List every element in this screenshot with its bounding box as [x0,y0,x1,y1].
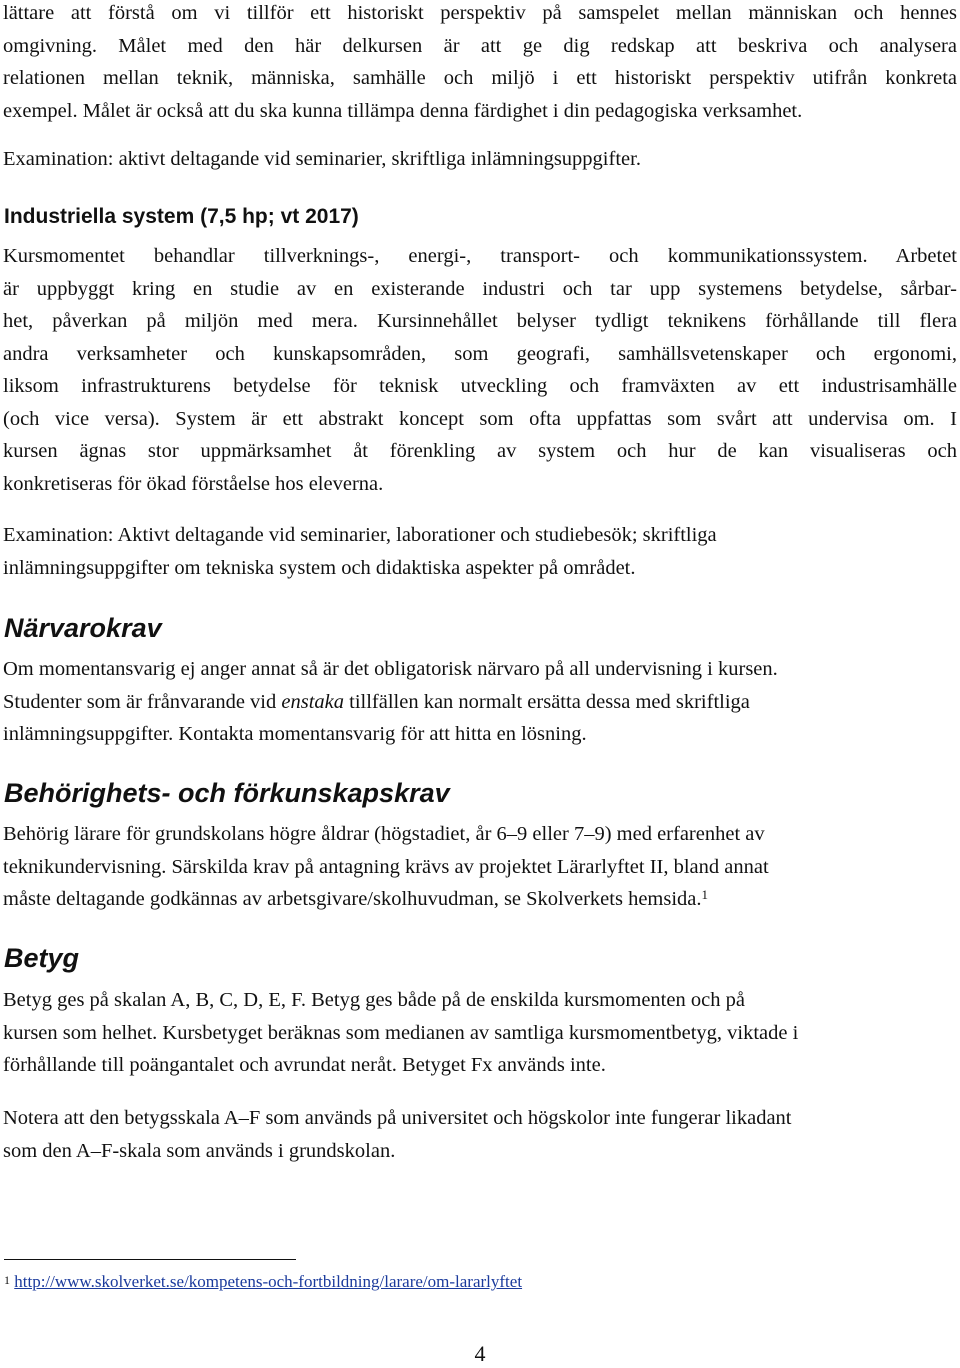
narvaro-line-2-end: tillfällen kan normalt ersätta dessa med skriftliga [344,690,750,713]
industri-line-7: kursen ägnas stor uppmärksamhet åt förenkling av system och hur de kan visualiseras och [3,440,957,462]
narvaro-line-1: Om momentansvarig ej anger annat så är det obligatorisk närvaro på all undervisning i kursen. [3,658,778,680]
footnote-link[interactable]: http://www.skolverket.se/kompetens-och-fortbildning/larare/om-lararlyftet [14,1272,523,1291]
narvaro-line-3: inlämningsuppgifter. Kontakta momentansvarig för att hitta en lösning. [3,723,587,745]
intro-line-2: omgivning. Målet med den här delkursen är att ge dig redskap att beskriva och analysera [3,34,957,57]
exam2-line-1: Examination: Aktivt deltagande vid seminarier, laborationer och studiebesök; skriftliga [3,524,717,546]
betyg-note-line-2: som den A–F-skala som används i grundskolan. [3,1139,396,1162]
footnote [4,1270,522,1294]
betyg-line-1: Betyg ges på skalan A, B, C, D, E, F. Betyg ges både på de enskilda kursmomenten och på [3,989,745,1011]
intro-paragraph [3,0,957,127]
section-heading-betyg: Betyg [4,943,80,973]
footnote-mark: 1 [4,1273,10,1287]
industri-line-2: är uppbyggt kring en studie av en existerande industri och tar upp systemens betydelse, sårbar- [3,277,957,300]
betyg-paragraph [3,984,957,1082]
betyg-line-2: kursen som helhet. Kursbetyget beräknas som medianen av samtliga kursmomentbetyg, viktade i [3,1021,799,1044]
narvaro-line-2 [3,686,957,719]
examination-paragraph-1: Examination: aktivt deltagande vid seminarier, skriftliga inlämningsuppgifter. [3,148,641,170]
footnote-reference: 1 [701,887,709,902]
behorighet-paragraph [3,818,957,916]
intro-line-4: exempel. Målet är också att du ska kunna tillämpa denna färdighet i din pedagogiska verksamhet. [3,99,803,122]
industriella-system-paragraph [3,240,957,500]
narvarokrav-paragraph [3,653,957,751]
industri-line-5: liksom infrastrukturens betydelse för teknisk utveckling och framväxten av ett industrisamhälle [3,375,957,397]
section-heading-behorighet: Behörighets- och förkunskapskrav [4,778,450,808]
betyg-note-line-1: Notera att den betygsskala A–F som används på universitet och högskolor inte fungerar likadant [3,1107,792,1129]
examination-paragraph-2 [3,519,957,584]
page-number: 4 [474,1341,486,1366]
behorighet-line-3 [3,883,957,916]
behorighet-line-2: teknikundervisning. Särskilda krav på antagning krävs av projektet Lärarlyftet II, bland annat [3,855,769,878]
betyg-line-3: förhållande till poängantalet och avrundat neråt. Betyget Fx används inte. [3,1054,606,1076]
section-heading-narvarokrav: Närvarokrav [4,613,162,643]
industri-line-6: (och vice versa). System är ett abstrakt koncept som ofta uppfattas som svårt att undervisa om. I [3,407,957,430]
section-heading-industriella-system: Industriella system (7,5 hp; vt 2017) [4,205,359,228]
industri-line-3: het, påverkan på miljön med mera. Kursinnehållet belyser tydligt teknikens förhållande till flera [3,310,957,332]
behorighet-line-1: Behörig lärare för grundskolans högre åldrar (högstadiet, år 6–9 eller 7–9) med erfarenhet av [3,823,765,845]
intro-line-1: lättare att förstå om vi tillför ett historiskt perspektiv på samspelet mellan människan och hennes [3,2,957,24]
exam2-line-2: inlämningsuppgifter om tekniska system och didaktiska aspekter på området. [3,556,636,579]
narvaro-emphasis: enstaka [281,690,344,713]
behorighet-line-3-text: måste deltagande godkännas av arbetsgivare/skolhuvudman, se Skolverkets hemsida. [3,888,702,910]
intro-line-3: relationen mellan teknik, människa, samhälle och miljö i ett historiskt perspektiv utifrån konkreta [3,67,957,89]
narvaro-line-2-start: Studenter som är frånvarande vid [3,690,282,713]
industri-line-1: Kursmomentet behandlar tillverknings-, energi-, transport- och kommunikationssystem. Arbetet [3,245,957,267]
betyg-note-paragraph [3,1102,957,1167]
industri-line-8: konkretiseras för ökad förståelse hos eleverna. [3,472,384,495]
industri-line-4: andra verksamheter och kunskapsområden, som geografi, samhällsvetenskaper och ergonomi, [3,342,957,365]
footnote-divider [4,1259,296,1260]
